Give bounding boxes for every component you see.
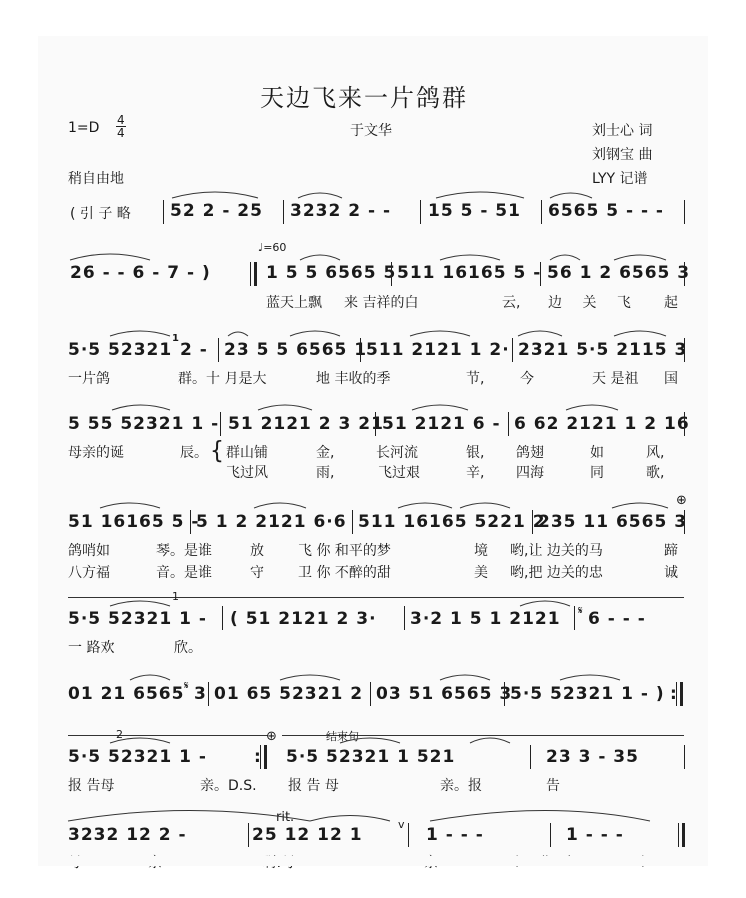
note-group: 3232 2 - -: [290, 201, 392, 221]
coda-label: 结束句: [326, 730, 359, 743]
song-title: 天边飞来一片鸽群: [260, 84, 468, 112]
lyric: 一片鸽: [68, 371, 110, 387]
note-group: 01 65 52321 2: [214, 684, 364, 704]
repeat-end-dots: :: [670, 684, 678, 704]
verse-brace: {: [210, 437, 224, 466]
breath-mark: v: [398, 818, 405, 831]
note-group: 1 5 5 6565 5: [266, 263, 397, 283]
barline: [190, 510, 191, 534]
note-group: 5·5 52321 1 -: [68, 609, 207, 629]
lyric: 四海: [516, 465, 544, 481]
lyric: 报 告 母: [288, 778, 339, 794]
lyric: 云,: [502, 295, 521, 311]
lyric: 辰。: [180, 445, 208, 461]
lyric: 卫 你 不醉的甜: [298, 565, 391, 581]
lyric: 今: [520, 371, 534, 387]
lyric: 告: [546, 778, 560, 794]
lyric: 琴。是谁: [156, 543, 212, 559]
volta-number: 2: [116, 728, 123, 741]
lyric: 美: [474, 565, 488, 581]
barline: [370, 682, 371, 706]
volta-mark: 1: [172, 333, 180, 344]
lyric: 飞过艰: [378, 465, 420, 481]
barline: [550, 823, 551, 847]
note-group: 03 51 6565 3: [376, 684, 513, 704]
note-group: 26 - - 6 - 7 - ): [70, 263, 211, 283]
note-group: 511 16165 5221 2: [358, 512, 546, 532]
note-group: 51 2121 6 -: [382, 414, 501, 434]
note-group: 3232 12 2 -: [68, 825, 187, 845]
volta-number: 1: [172, 590, 179, 603]
lyric: 金,: [316, 445, 335, 461]
barline: [352, 510, 353, 534]
lyric: 国: [664, 371, 678, 387]
lyric: 风,: [646, 445, 665, 461]
note-group: 511 16165 5 -: [397, 263, 542, 283]
note-group: 5·5 52321: [68, 340, 173, 360]
coda-icon: ⊕: [676, 493, 687, 508]
final-barline: [678, 823, 679, 847]
lyric: 雨,: [316, 465, 335, 481]
note-group: 5·5 52321 1 -: [68, 747, 207, 767]
singer: 于文华: [350, 123, 392, 139]
barline: [540, 262, 541, 286]
lyric: 地 丰收的季: [316, 371, 391, 387]
lyric: 如: [590, 445, 604, 461]
barline: [530, 745, 531, 769]
lyric: 同: [590, 465, 604, 481]
barline: [391, 262, 392, 286]
barline: [684, 200, 685, 224]
segno-icon: 𝄋: [578, 604, 583, 617]
note-group: 51 16165 5 -: [68, 512, 200, 532]
barline: [504, 682, 505, 706]
lyric: 境: [474, 543, 488, 559]
barline: [220, 412, 221, 436]
barline: [541, 200, 542, 224]
barline: [360, 338, 361, 362]
lyric: 报 告母: [68, 778, 115, 794]
lyric: 鸽翅: [516, 445, 544, 461]
lyric: 长河流: [376, 445, 418, 461]
lyric: 群。十 月是大: [178, 371, 267, 387]
barline: [574, 606, 575, 630]
note-group: 15 5 - 51: [428, 201, 521, 221]
lyric: 诚: [664, 565, 678, 581]
barline: [404, 606, 405, 630]
barline: [684, 745, 685, 769]
lyric: 飞 你 和平的梦: [298, 543, 391, 559]
barline: [532, 510, 533, 534]
ritardando-mark: rit.: [276, 810, 295, 825]
note-group: ( 引 子 略: [70, 206, 131, 222]
barline: [248, 823, 249, 847]
lyric: 哟,让 边关的马: [510, 543, 603, 559]
barline: [420, 200, 421, 224]
barline: [218, 338, 219, 362]
lyric: 蹄: [664, 543, 678, 559]
barline: [508, 412, 509, 436]
lyric: 蓝天上飘: [266, 295, 322, 311]
lyric: 鸽哨如: [68, 543, 110, 559]
barline: [163, 200, 164, 224]
repeat-end-barline: [260, 745, 261, 769]
lyricist: 刘士心 词: [592, 123, 653, 139]
note-group: 5·5 52321 1 - ): [510, 684, 665, 704]
note-group: 5·5 52321 1 521: [286, 747, 456, 767]
repeat-start-barline: [250, 262, 251, 286]
tempo-mark: ♩=60: [258, 241, 287, 254]
lyric: 八方福: [68, 565, 110, 581]
volta-bracket-2: [68, 735, 268, 736]
note-group: 5 1 2 2121 6·6: [196, 512, 347, 532]
lyric: 亲。D.S.: [200, 778, 257, 794]
barline: [684, 510, 685, 534]
lyric: 音。是谁: [156, 565, 212, 581]
note-group: 56 1 2 6565 3: [547, 263, 691, 283]
lyric: 天 是祖: [592, 371, 639, 387]
note-group: 6 - - -: [588, 609, 646, 629]
note-group: 511 2121 1 2·: [366, 340, 510, 360]
note-group: 3: [194, 684, 207, 704]
note-group: 2321 5·5 2115 3: [518, 340, 688, 360]
tempo-note: 稍自由地: [68, 171, 124, 187]
note-group: 23 5 5 6565 1: [224, 340, 368, 360]
repeat-end-dots: :: [254, 747, 262, 767]
lyric: 亲。报: [440, 778, 482, 794]
barline: [375, 412, 376, 436]
note-group: 6 62 2121 1 2 16: [514, 414, 690, 434]
barline: [684, 338, 685, 362]
lyric: 银,: [466, 445, 485, 461]
note-group: 1 - - -: [566, 825, 624, 845]
note-group: 235 11 6565 3: [538, 512, 688, 532]
note-group: ( 51 2121 2 3·: [230, 609, 377, 629]
lyric: 边 关 飞: [548, 295, 639, 311]
barline: [684, 412, 685, 436]
lyric: 放: [250, 543, 264, 559]
barline: [684, 262, 685, 286]
lyric: 一 路欢: [68, 640, 115, 656]
note-group: 3·2 1 5 1 2121: [410, 609, 561, 629]
lyric: 哟,把 边关的忠: [510, 565, 603, 581]
lyric: 守: [250, 565, 264, 581]
key-signature: 1=D: [68, 120, 100, 136]
time-signature: 4 4: [117, 113, 125, 140]
lyric: 节,: [466, 371, 485, 387]
note-group: 52 2 - 25: [170, 201, 263, 221]
lyric: 飞过风: [226, 465, 268, 481]
transcriber: LYY 记谱: [592, 171, 648, 187]
note-group: 51 2121 2 3 21: [228, 414, 384, 434]
volta-bracket-1: [68, 597, 684, 598]
composer: 刘钢宝 曲: [592, 147, 653, 163]
repeat-end-barline: [676, 682, 677, 706]
note-group: 01 21 6565: [68, 684, 185, 704]
page-cutoff: [38, 856, 708, 866]
coda-icon: ⊕: [266, 729, 277, 744]
barline: [283, 200, 284, 224]
lyric: 来 吉祥的白: [344, 295, 419, 311]
lyric: 欣。: [174, 640, 202, 656]
note-group: 25 12 12 1: [252, 825, 363, 845]
note-group: 5 55 52321 1 -: [68, 414, 220, 434]
lyric: 母亲的诞: [68, 445, 124, 461]
note-group: 1 - - -: [426, 825, 484, 845]
segno-icon: 𝄋: [184, 679, 189, 692]
lyric: 歌,: [646, 465, 665, 481]
lyric: 群山铺: [226, 445, 268, 461]
note-group: 23 3 - 35: [546, 747, 639, 767]
note-group: 6565 5 - - -: [548, 201, 664, 221]
lyric: 辛,: [466, 465, 485, 481]
barline: [222, 606, 223, 630]
note-group: 2 -: [180, 340, 208, 360]
barline: [408, 823, 409, 847]
barline: [512, 338, 513, 362]
barline: [208, 682, 209, 706]
lyric: 起: [664, 295, 678, 311]
